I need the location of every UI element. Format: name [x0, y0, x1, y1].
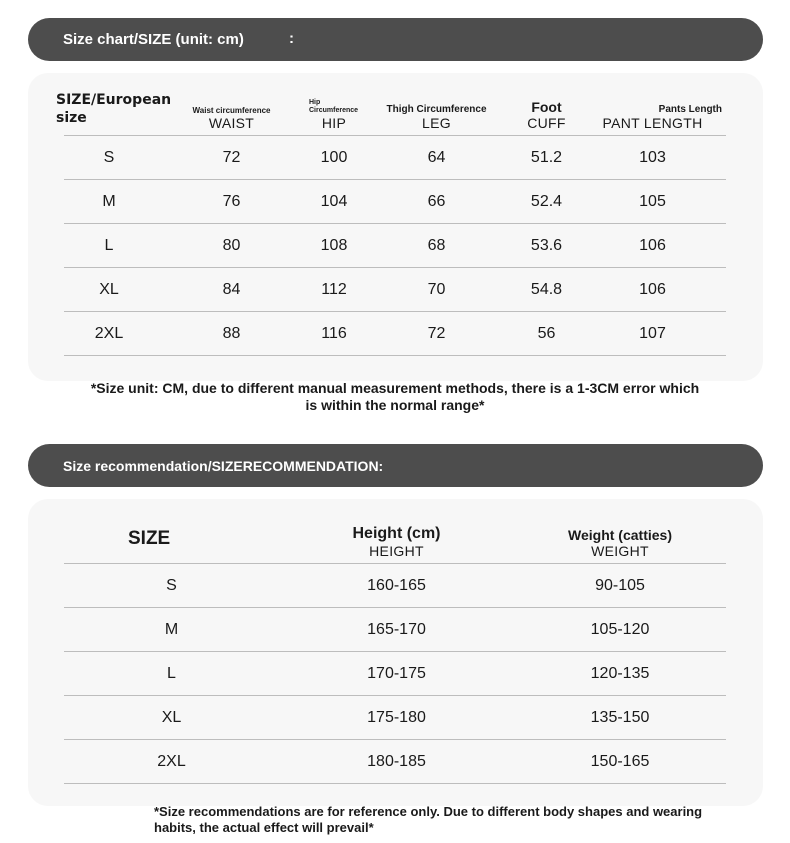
waist-cell: 80: [154, 224, 309, 268]
waist-cell: 76: [154, 180, 309, 224]
size-chart-table: [56, 87, 726, 356]
table-row: [64, 652, 726, 696]
size-recommendation-banner: [28, 444, 763, 487]
header-pant-length-top: Pants Length: [658, 104, 722, 115]
size-cell: L: [64, 224, 154, 268]
size-cell: M: [64, 180, 154, 224]
header-hip-top: Hip Circumference: [309, 99, 359, 114]
cuff-cell: 53.6: [514, 224, 579, 268]
height-cell: 160-165: [279, 564, 514, 608]
header-rec-size: [64, 517, 279, 564]
leg-cell: 70: [359, 268, 514, 312]
waist-cell: 72: [154, 136, 309, 180]
leg-cell: 72: [359, 312, 514, 356]
table-row: [64, 608, 726, 652]
height-cell: 170-175: [279, 652, 514, 696]
leg-cell: 66: [359, 180, 514, 224]
pant-length-cell: 103: [579, 136, 726, 180]
header-weight: [514, 517, 726, 564]
size-cell: S: [64, 136, 154, 180]
waist-cell: 88: [154, 312, 309, 356]
size-cell: 2XL: [64, 740, 279, 784]
header-size-top: SIZE/European size: [56, 92, 172, 126]
leg-cell: 64: [359, 136, 514, 180]
size-cell: XL: [64, 268, 154, 312]
header-height-top: Height (cm): [352, 525, 441, 542]
table-row: [64, 136, 726, 180]
size-recommendation-table: [64, 517, 726, 784]
header-pant-length-bottom: PANT LENGTH: [602, 115, 703, 131]
weight-cell: 150-165: [514, 740, 726, 784]
size-chart-header-row: [64, 87, 726, 136]
header-pant-length: [579, 87, 726, 136]
hip-cell: 112: [309, 268, 359, 312]
table-row: [64, 312, 726, 356]
table-row: [64, 740, 726, 784]
size-chart-note: *Size unit: CM, due to different manual measurement methods, there is a 1-3CM error which is within the normal range*: [90, 380, 700, 413]
weight-cell: 105-120: [514, 608, 726, 652]
size-chart-banner: [28, 18, 763, 61]
cuff-cell: 52.4: [514, 180, 579, 224]
pant-length-cell: 107: [579, 312, 726, 356]
header-height-bottom: HEIGHT: [369, 543, 424, 559]
table-row: [64, 180, 726, 224]
header-cuff-bottom: CUFF: [527, 115, 566, 131]
size-cell: L: [64, 652, 279, 696]
table-row: [64, 564, 726, 608]
header-size: [56, 87, 172, 136]
size-chart-panel: [28, 73, 763, 381]
size-recommendation-title: Size recommendation/SIZERECOMMENDATION:: [63, 457, 384, 474]
pant-length-cell: 106: [579, 268, 726, 312]
header-cuff: [514, 87, 579, 136]
table-row: [64, 268, 726, 312]
size-cell: XL: [64, 696, 279, 740]
header-leg-top: Thigh Circumference: [386, 104, 487, 115]
waist-cell: 84: [154, 268, 309, 312]
hip-cell: 108: [309, 224, 359, 268]
hip-cell: 104: [309, 180, 359, 224]
header-waist-top: Waist circumference: [192, 106, 271, 115]
table-row: [64, 224, 726, 268]
header-rec-size-top: SIZE: [128, 528, 171, 549]
header-weight-top: Weight (catties): [568, 527, 672, 543]
height-cell: 180-185: [279, 740, 514, 784]
leg-cell: 68: [359, 224, 514, 268]
table-row: [64, 696, 726, 740]
hip-cell: 116: [309, 312, 359, 356]
header-height: [279, 517, 514, 564]
size-cell: S: [64, 564, 279, 608]
weight-cell: 90-105: [514, 564, 726, 608]
cuff-cell: 51.2: [514, 136, 579, 180]
height-cell: 165-170: [279, 608, 514, 652]
weight-cell: 120-135: [514, 652, 726, 696]
header-hip: [309, 87, 359, 136]
header-leg-bottom: LEG: [422, 115, 451, 131]
size-recommendation-note: *Size recommendations are for reference only. Due to different body shapes and wearing habits, the actual effect will prevail*: [154, 804, 703, 835]
size-chart-colon: :: [289, 30, 294, 47]
size-chart-title: Size chart/SIZE (unit: cm): [63, 31, 244, 48]
pant-length-cell: 106: [579, 224, 726, 268]
weight-cell: 135-150: [514, 696, 726, 740]
size-recommendation-panel: [28, 499, 763, 806]
size-cell: M: [64, 608, 279, 652]
pant-length-cell: 105: [579, 180, 726, 224]
recommendation-header-row: [64, 517, 726, 564]
header-waist: [154, 87, 309, 136]
header-leg: [359, 87, 514, 136]
header-waist-bottom: WAIST: [208, 115, 255, 131]
cuff-cell: 54.8: [514, 268, 579, 312]
header-weight-bottom: WEIGHT: [591, 543, 649, 559]
header-cuff-top: Foot: [531, 99, 562, 115]
hip-cell: 100: [309, 136, 359, 180]
height-cell: 175-180: [279, 696, 514, 740]
header-hip-bottom: HIP: [321, 115, 347, 131]
size-cell: 2XL: [64, 312, 154, 356]
cuff-cell: 56: [514, 312, 579, 356]
